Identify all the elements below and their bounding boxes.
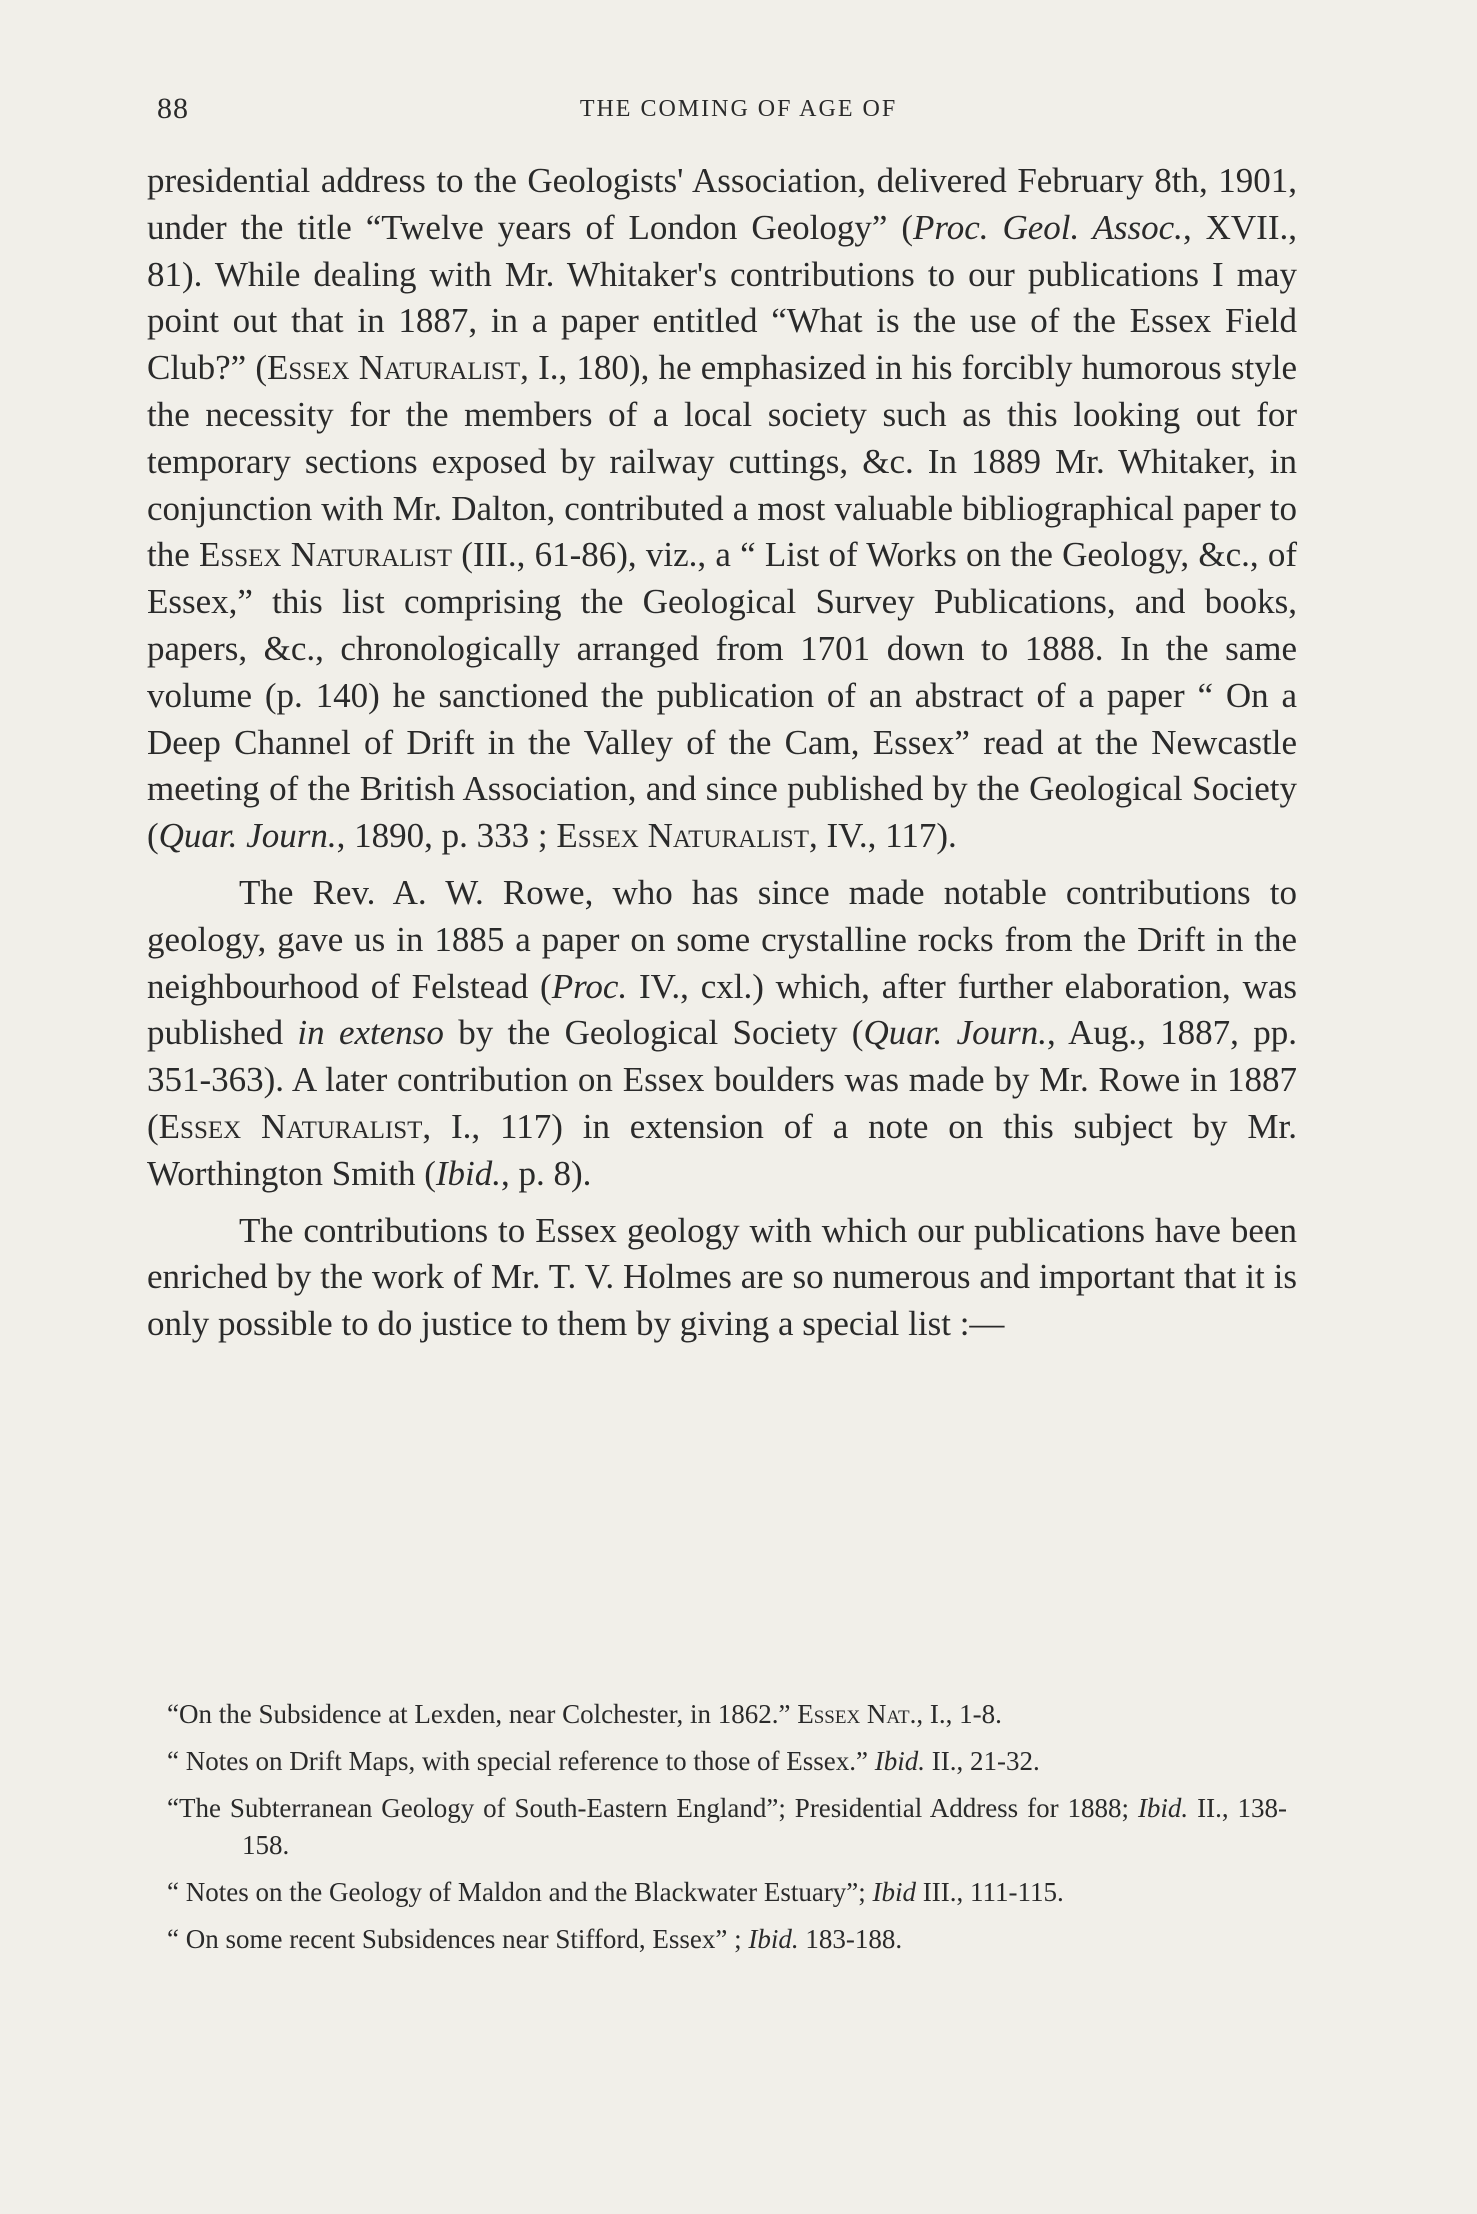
ref-pages: , I., 1-8. [916,1699,1002,1729]
ref-journal: Ibid [872,1877,917,1907]
ref-title: “ Notes on Drift Maps, with special reference to those of Essex.” [167,1746,875,1776]
body-text [147,158,1297,1348]
reference-item [147,1790,1287,1864]
ref-pages: II., 21-32. [925,1746,1040,1776]
ref-title: “ Notes on the Geology of Maldon and the Blackwater Estuary”; [167,1877,873,1907]
ref-journal: Ibid. [1137,1793,1189,1823]
p1-text-e: , I., 180), he emphasized in his forcibly humorous style the necessity for the members of a local society such as this looking out for temporary sections exposed by railway cuttings, &c. In 1889 Mr. Whitaker, in conjunction with Mr. Dalton, contributed a most valuable bibliographical paper to the [147,348,1297,575]
paragraph-3 [147,1208,1297,1348]
p2-citation-ibid: Ibid. [435,1153,501,1193]
running-head: THE COMING OF AGE OF [579,96,898,122]
ref-title: “The Subterranean Geology of South-Eastern England”; Presidential Address for 1888; [167,1793,1138,1823]
p1-essex-naturalist-1: Essex Naturalist [267,348,521,388]
p2-text-k: , p. 8). [501,1153,592,1193]
p2-essex-naturalist: Essex Naturalist [158,1106,423,1146]
p1-text-k: , IV., 117). [808,816,957,856]
p1-essex-naturalist-2: Essex Naturalist [198,535,453,575]
reference-item [147,1874,1287,1911]
ref-title: “ On some recent Subsidences near Stifford, Essex” ; [167,1924,749,1954]
ref-pages: II., 138-158. [242,1793,1287,1860]
page-number: 88 [157,92,189,125]
p1-text-g: (III., 61-86), viz., a “ List of Works on the Geology, &c., of Essex,” this list comprising the Geological Survey Publications, and books, papers, &c., chronologically arranged from 1701 down to 1888. In the same volume (p. 140) he sanctioned the publication of an abstract of a paper “ On a Deep Channel of Drift in the Valley of the Cam, Essex” read at the Newcastle meeting of the British Association, and since published by the Geological Society ( [147,535,1297,856]
reference-item [147,1921,1287,1958]
paragraph-1 [147,158,1297,860]
ref-pages: 183-188. [798,1924,903,1954]
ref-journal: Ibid. [874,1746,926,1776]
p1-citation-proc-geol: Proc. Geol. Assoc. [913,207,1183,247]
p1-text-i: , 1890, p. 333 ; [336,816,557,856]
p3-text-a: The contributions to Essex geology with which our publications have been enriched by the work of Mr. T. V. Holmes are so numerous and important that it is only possible to do justice to them by giving a special list :— [147,1210,1297,1344]
p2-citation-quar-journ: Quar. Journ. [863,1013,1047,1053]
paragraph-2 [147,870,1297,1198]
p1-citation-quar-journ: Quar. Journ. [158,816,337,856]
ref-title: “On the Subsidence at Lexden, near Colchester, in 1862.” [167,1699,798,1729]
p2-in-extenso: in extenso [297,1013,444,1053]
p2-citation-proc: Proc. [551,966,628,1006]
ref-journal: Essex Nat. [797,1699,917,1729]
p2-text-e: by the Geological Society ( [443,1013,864,1053]
reference-list [147,1696,1287,1968]
ref-journal: Ibid. [748,1924,799,1954]
p1-essex-naturalist-3: Essex Naturalist [556,816,809,856]
reference-item [147,1743,1287,1780]
p1-text-a: presidential address to the Geologists' Association, delivered February 8th, 1901, under the title “Twelve years of London Geology” ( [147,161,1297,247]
reference-item [147,1696,1287,1733]
p2-text-i: , I., 117) in extension of a note on this subject by Mr. Worthington Smith ( [147,1106,1297,1193]
p2-text-g: , Aug., 1887, pp. 351-363). A later contribution on Essex boulders was made by Mr. Rowe in 1887 ( [147,1013,1297,1146]
ref-pages: III., 111-115. [916,1877,1064,1907]
p1-text-c: , XVII., 81). While dealing with Mr. Whitaker's contributions to our publications I may point out that in 1887, in a paper entitled “What is the use of the Essex Field Club?” ( [147,207,1297,388]
p2-text-c: IV., cxl.) which, after further elaboration, was published [147,966,1297,1053]
p2-text-a: The Rev. A. W. Rowe, who has since made notable contributions to geology, gave us in 1885 a paper on some crystalline rocks from the Drift in the neighbourhood of Felstead ( [147,872,1297,1006]
